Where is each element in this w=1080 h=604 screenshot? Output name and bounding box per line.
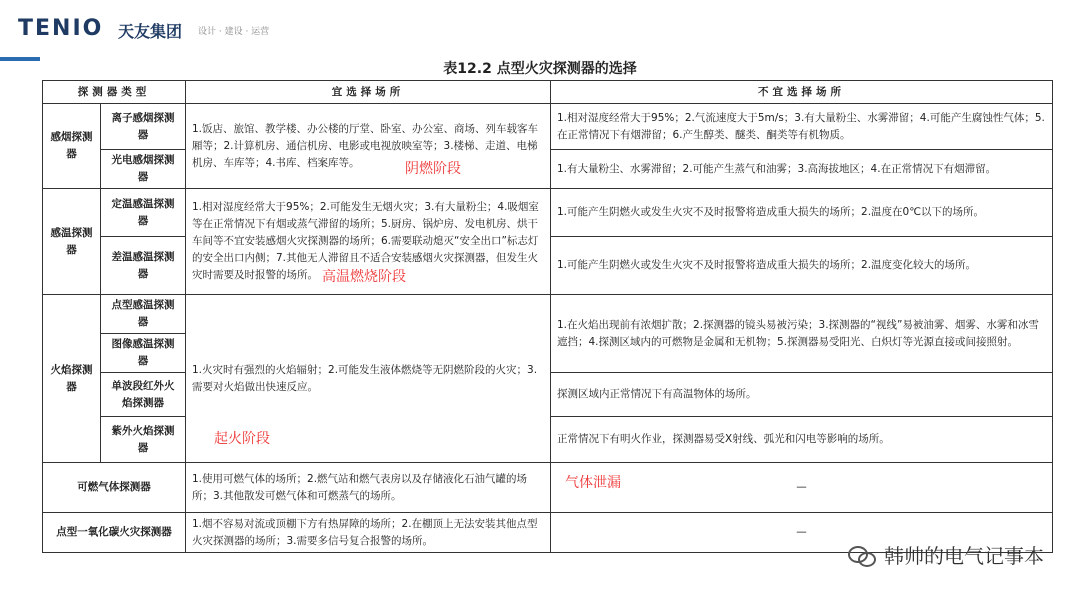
brand-name: 天友集团 xyxy=(118,22,183,41)
category-cell: 感温探测器 xyxy=(43,189,101,295)
category-cell: 火焰探测器 xyxy=(43,295,101,463)
unsuitable-cell: — xyxy=(551,463,1053,513)
unsuitable-cell: 1.可能产生阴燃火或发生火灾不及时报警将造成重大损失的场所；2.温度变化较大的场所。 xyxy=(551,237,1053,295)
table-title: 表12.2 点型火灾探测器的选择 xyxy=(443,61,637,77)
category-cell: 可燃气体探测器 xyxy=(43,463,186,513)
table-row xyxy=(43,295,1053,334)
annotation-ignition: 起火阶段 xyxy=(214,431,270,447)
annotation-smolder: 阴燃阶段 xyxy=(405,161,461,177)
unsuitable-cell: 1.在火焰出现前有浓烟扩散；2.探测器的镜头易被污染；3.探测器的“视线”易被油雾、烟雾、水雾和冰雪遮挡；4.探测区域内的可燃物是金属和无机物；5.探测器易受阳光、白炽灯等光源直接或间接照射。 xyxy=(551,295,1053,373)
watermark xyxy=(848,540,1044,569)
watermark-text: 韩帅的电气记事本 xyxy=(884,544,1044,568)
header-detector-type: 探测器类型 xyxy=(43,81,186,104)
suitable-cell: 1.饭店、旅馆、教学楼、办公楼的厅堂、卧室、办公室、商场、列车载客车厢等；2.计算机房、通信机房、电影或电视放映室等；3.楼梯、走道、电梯机房、车库等；4.书库、档案库等。 xyxy=(186,104,551,189)
brand-logo-mark: TENIO xyxy=(18,16,104,41)
type-cell: 光电感烟探测器 xyxy=(101,150,186,189)
table-row xyxy=(43,189,1053,237)
type-cell: 单波段红外火焰探测器 xyxy=(101,373,186,417)
suitable-cell: 1.使用可燃气体的场所；2.燃气站和燃气表房以及存储液化石油气罐的场所；3.其他散发可燃气体和可燃蒸气的场所。 xyxy=(186,463,551,513)
category-cell: 感烟探测器 xyxy=(43,104,101,189)
type-cell: 定温感温探测器 xyxy=(101,189,186,237)
suitable-cell: 1.火灾时有强烈的火焰辐射；2.可能发生液体燃烧等无阴燃阶段的火灾；3.需要对火焰做出快速反应。 xyxy=(186,295,551,463)
unsuitable-cell: — xyxy=(551,513,1053,553)
wechat-icon xyxy=(848,544,878,566)
unsuitable-cell: 1.可能产生阴燃火或发生火灾不及时报警将造成重大损失的场所；2.温度在0℃以下的场所。 xyxy=(551,189,1053,237)
header-unsuitable: 不宜选择场所 xyxy=(551,81,1053,104)
unsuitable-cell: 1.相对湿度经常大于95%；2.气流速度大于5m/s；3.有大量粉尘、水雾滞留；4.可能产生腐蚀性气体；5.在正常情况下有烟滞留；6.产生醇类、醚类、酮类等有机物质。 xyxy=(551,104,1053,150)
table-row xyxy=(43,463,1053,513)
annotation-high-temp: 高温燃烧阶段 xyxy=(322,269,406,285)
unsuitable-cell: 正常情况下有明火作业，探测器易受X射线、弧光和闪电等影响的场所。 xyxy=(551,417,1053,463)
table-header-row xyxy=(43,81,1053,104)
annotation-gas-leak: 气体泄漏 xyxy=(565,475,621,491)
page-header xyxy=(0,0,1080,60)
table-row xyxy=(43,104,1053,150)
type-cell: 差温感温探测器 xyxy=(101,237,186,295)
suitable-cell: 1.烟不容易对流或顶棚下方有热屏障的场所；2.在棚顶上无法安装其他点型火灾探测器的场所；3.需要多信号复合报警的场所。 xyxy=(186,513,551,553)
header-suitable: 宜选择场所 xyxy=(186,81,551,104)
suitable-cell: 1.相对湿度经常大于95%；2.可能发生无烟火灾；3.有大量粉尘；4.吸烟室等在正常情况下有烟或蒸气滞留的场所；5.厨房、锅炉房、发电机房、烘干车间等不宜安装感烟火灾探测器的场所；6.需要联动熄灭“安全出口”标志灯的安全出口内侧；7.其他无人滞留且不适合安装感烟火灾探测器，但发生火灾时需要及时报警的场所。 xyxy=(186,189,551,295)
type-cell: 紫外火焰探测器 xyxy=(101,417,186,463)
type-cell: 离子感烟探测器 xyxy=(101,104,186,150)
type-cell: 图像感温探测器 xyxy=(101,334,186,373)
category-cell: 点型一氧化碳火灾探测器 xyxy=(43,513,186,553)
brand-tagline: 设计 · 建设 · 运营 xyxy=(198,27,270,37)
type-cell: 点型感温探测器 xyxy=(101,295,186,334)
brand-logo xyxy=(18,16,270,41)
unsuitable-cell: 探测区域内正常情况下有高温物体的场所。 xyxy=(551,373,1053,417)
detector-selection-table xyxy=(42,80,1053,553)
unsuitable-cell: 1.有大量粉尘、水雾滞留；2.可能产生蒸气和油雾；3.高海拔地区；4.在正常情况下有烟滞留。 xyxy=(551,150,1053,189)
